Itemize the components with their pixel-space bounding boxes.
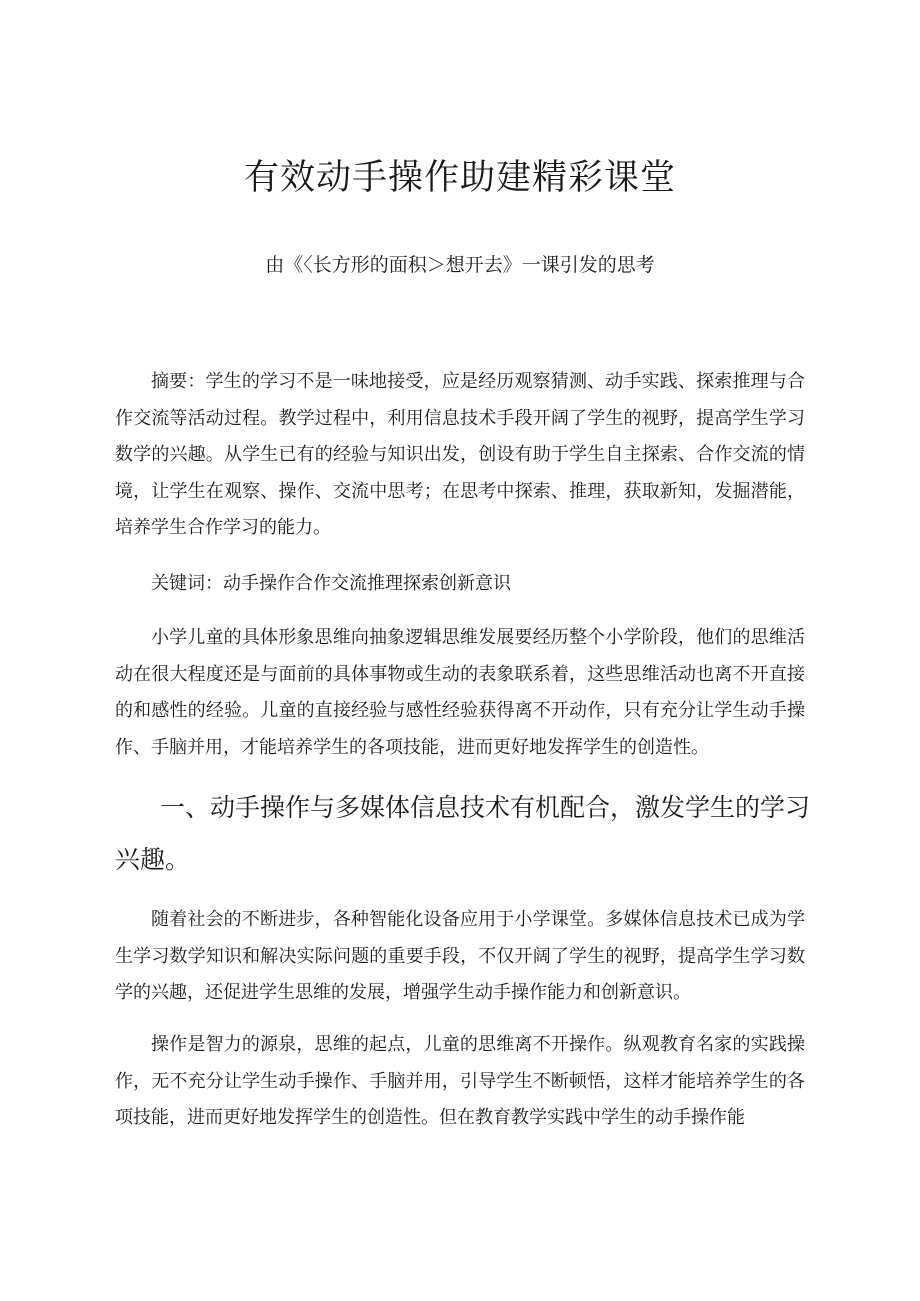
section-1-paragraph-2: 操作是智力的源泉，思维的起点，儿童的思维离不开操作。纵观教育名家的实践操作，无不充分让学生动手操作、手脑并用，引导学生不断顿悟，这样才能培养学生的各项技能，进而更好地发挥学生的创造性。但在教育教学实践中学生的动手操作能 [115,1034,805,1128]
document-subtitle: 由《〈长方形的面积＞想开去》一课引发的思考 [265,254,655,276]
section-1-paragraph-1: 随着社会的不断进步，各种智能化设备应用于小学课堂。多媒体信息技术已成为学生学习数学知识和解决实际问题的重要手段，不仅开阔了学生的视野，提高学生学习数学的兴趣，还促进学生思维的发展，增强学生动手操作能力和创新意识。 [115,909,805,1003]
section-1-heading: 一、动手操作与多媒体信息技术有机配合，激发学生的学习兴趣。 [115,793,811,874]
document-title: 有效动手操作助建精彩课堂 [243,158,676,198]
keywords-paragraph: 关键词：动手操作合作交流推理探索创新意识 [151,573,511,594]
intro-paragraph: 小学儿童的具体形象思维向抽象逻辑思维发展要经历整个小学阶段，他们的思维活动在很大程度还是与面前的具体事物或生动的表象联系着，这些思维活动也离不开直接的和感性的经验。儿童的直接经验与感性经验获得离不开动作，只有充分让学生动手操作、手脑并用，才能培养学生的各项技能，进而更好地发挥学生的创造性。 [115,627,805,758]
abstract-paragraph: 摘要：学生的学习不是一味地接受，应是经历观察猜测、动手实践、探索推理与合作交流等活动过程。教学过程中，利用信息技术手段开阔了学生的视野，提高学生学习数学的兴趣。从学生已有的经验与知识出发，创设有助于学生自主探索、合作交流的情境，让学生在观察、操作、交流中思考；在思考中探索、推理，获取新知，发掘潜能，培养学生合作学习的能力。 [115,371,805,538]
